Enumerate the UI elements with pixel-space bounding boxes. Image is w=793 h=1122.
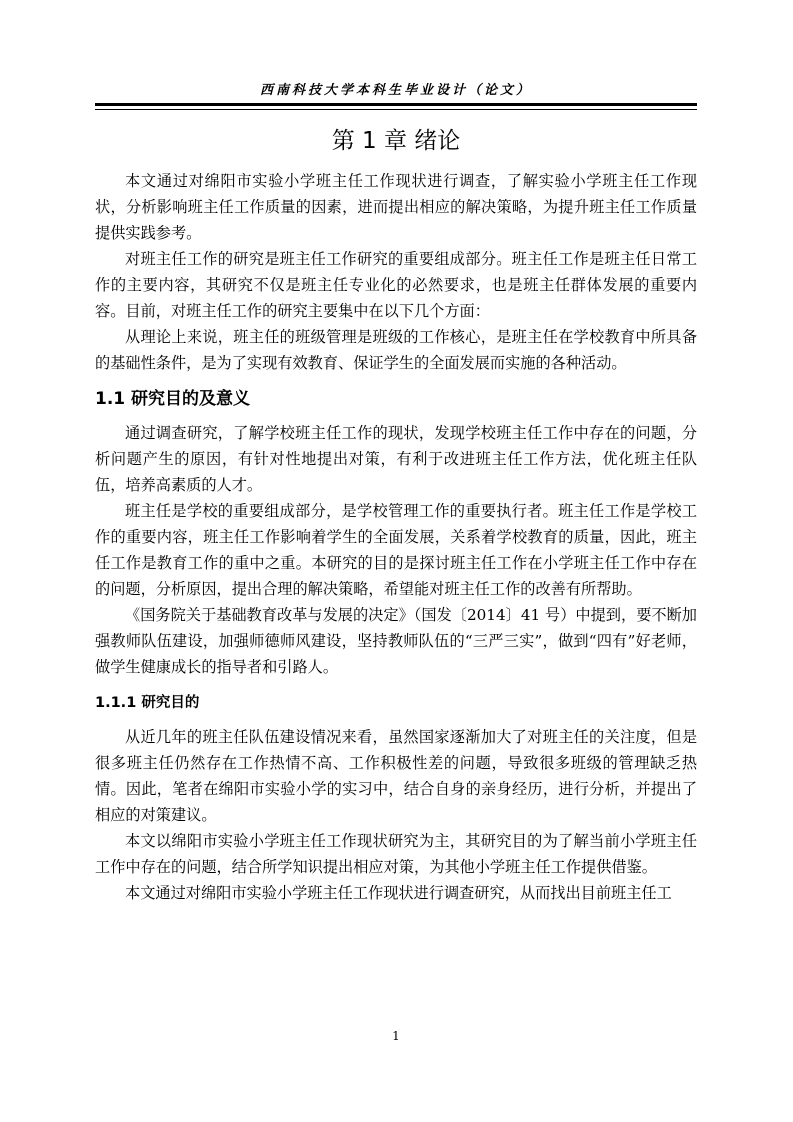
paragraph: 对班主任工作的研究是班主任工作研究的重要组成部分。班主任工作是班主任日常工作的主要内容，其研究不仅是班主任专业化的必然要求，也是班主任群体发展的重要内容。目前，对班主任工作的研究主要集中在以下几个方面： xyxy=(95,250,697,320)
paragraph: 班主任是学校的重要组成部分，是学校管理工作的重要执行者。班主任工作是学校工作的重要内容，班主任工作影响着学生的全面发展，关系着学校教育的质量，因此，班主任工作是教育工作的重中之重。本研究的目的是探讨班主任工作在小学班主任工作中存在的问题，分析原因，提出合理的解决策略，希望能对班主任工作的改善有所帮助。 xyxy=(95,502,697,598)
subsection-heading: 1.1.1 研究目的 xyxy=(95,695,200,711)
paragraph: 《国务院关于基础教育改革与发展的决定》（国发〔2014〕41 号）中提到，要不断加强教师队伍建设，加强师德师风建设，坚持教师队伍的“三严三实”，做到“四有”好老师，做学生健康成长的指导者和引路人。 xyxy=(95,606,697,676)
chapter-title: 第 1 章 绪论 xyxy=(331,128,461,154)
paragraph: 从近几年的班主任队伍建设情况来看，虽然国家逐渐加大了对班主任的关注度，但是很多班主任仍然存在工作热情不高、工作积极性差的问题，导致很多班级的管理缺乏热情。因此，笔者在绵阳市实验小学的实习中，结合自身的亲身经历，进行分析，并提出了相应的对策建议。 xyxy=(95,728,697,824)
paragraph: 本文通过对绵阳市实验小学班主任工作现状进行调查研究，从而找出目前班主任工 xyxy=(125,884,672,902)
paragraph: 本文以绵阳市实验小学班主任工作现状研究为主，其研究目的为了解当前小学班主任工作中存在的问题，结合所学知识提出相应对策，为其他小学班主任工作提供借鉴。 xyxy=(95,832,697,876)
page-number: 1 xyxy=(392,1029,400,1043)
running-header: 西南科技大学本科生毕业设计（论文） xyxy=(259,83,532,98)
header-rule-thin xyxy=(95,109,697,110)
paragraph: 从理论上来说，班主任的班级管理是班级的工作核心，是班主任在学校教育中所具备的基础性条件，是为了实现有效教育、保证学生的全面发展而实施的各种活动。 xyxy=(95,328,697,372)
body-text xyxy=(95,168,697,906)
header-rule-thick xyxy=(95,103,697,106)
paragraph: 通过调查研究，了解学校班主任工作的现状，发现学校班主任工作中存在的问题，分析问题产生的原因，有针对性地提出对策，有利于改进班主任工作方法，优化班主任队伍，培养高素质的人才。 xyxy=(95,424,697,494)
paragraph: 本文通过对绵阳市实验小学班主任工作现状进行调查，了解实验小学班主任工作现状，分析影响班主任工作质量的因素，进而提出相应的解决策略，为提升班主任工作质量提供实践参考。 xyxy=(95,172,697,242)
section-heading: 1.1 研究目的及意义 xyxy=(95,389,251,409)
